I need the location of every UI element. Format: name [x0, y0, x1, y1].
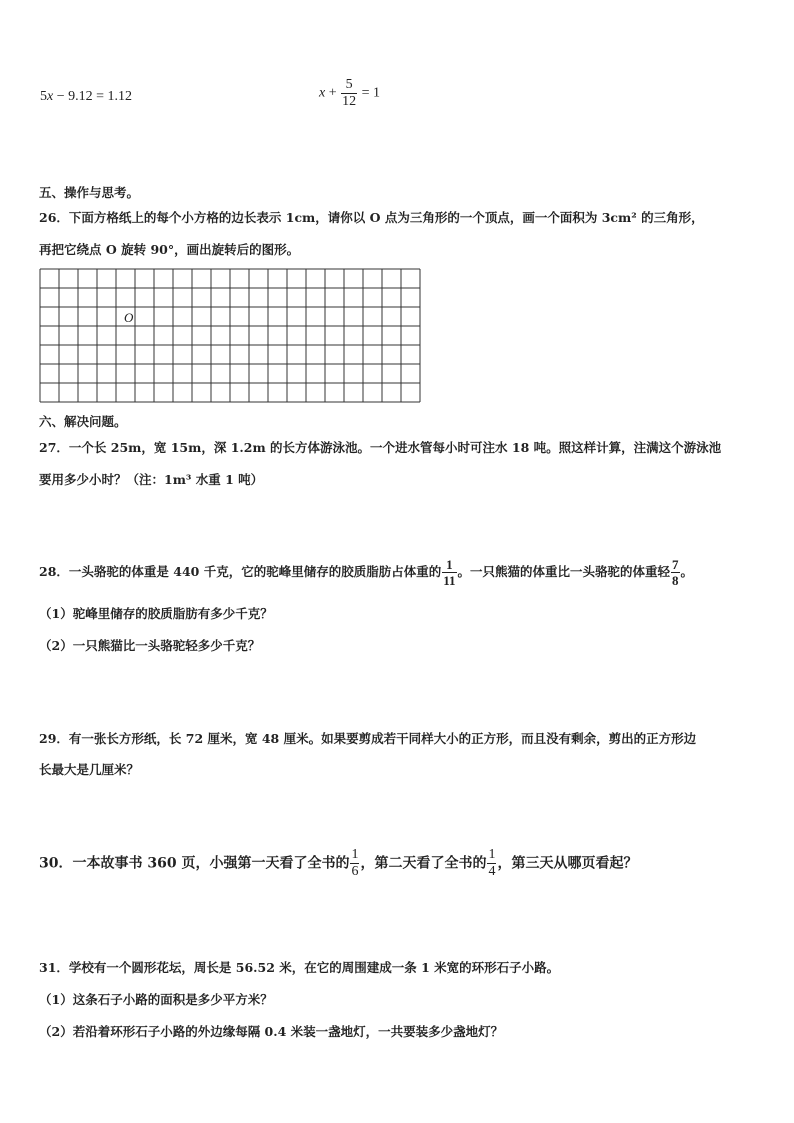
- q31-sub2: （2）若沿着环形石子小路的外边缘每隔 0.4 米装一盏地灯，一共要装多少盏地灯？: [39, 1024, 504, 1039]
- q30-text-c: ，第三天从哪页看起？: [497, 855, 638, 872]
- q28-text-c: 。: [680, 564, 694, 579]
- eq1-coefficient: 5: [40, 89, 47, 104]
- section5-heading: 五、操作与思考。: [39, 185, 140, 200]
- graph-paper-grid[interactable]: [39, 268, 421, 404]
- q28-sub1: （1）驼峰里储存的胶质脂肪有多少千克？: [39, 606, 273, 621]
- point-o-label: O: [124, 310, 134, 325]
- q28-fraction-1-numerator: 1: [442, 558, 456, 573]
- eq2-plus: +: [328, 85, 337, 101]
- eq1-variable: x: [47, 89, 54, 104]
- section6-heading: 六、解决问题。: [39, 414, 127, 429]
- q26-line1: 26．下面方格纸上的每个小方格的边长表示 1cm，请你以 O 点为三角形的一个顶点，画一个面积为 3cm² 的三角形，: [39, 210, 704, 225]
- q30-text-a: 30．一本故事书 360 页，小强第一天看了全书的: [39, 855, 350, 872]
- q28-fraction-2-numerator: 7: [672, 557, 679, 572]
- q28-text-a: 28．一头骆驼的体重是 440 千克，它的驼峰里储存的胶质脂肪占体重的: [39, 564, 442, 579]
- q28-sub2: （2）一只熊猫比一头骆驼轻多少千克？: [39, 638, 261, 653]
- q30-fraction-2: [487, 848, 496, 879]
- eq2-fraction-numerator: 5: [341, 78, 357, 94]
- equation-2: [319, 78, 380, 109]
- q28-fraction-2: [671, 558, 680, 587]
- q29-line1: 29．有一张长方形纸，长 72 厘米，宽 48 厘米。如果要剪成若干同样大小的正方形，而且没有剩余，剪出的正方形边: [39, 731, 697, 746]
- q26-line2: 再把它绕点 O 旋转 90°，画出旋转后的图形。: [39, 242, 300, 257]
- q27-line1: 27．一个长 25m，宽 15m，深 1.2m 的长方体游泳池。一个进水管每小时可注水 18 吨。照这样计算，注满这个游泳池: [39, 440, 722, 455]
- q30-text-b: ，第二天看了全书的: [360, 855, 487, 872]
- q29-line2: 长最大是几厘米？: [39, 762, 140, 777]
- q30-fraction-1: [350, 848, 359, 879]
- q30-fraction-2-denominator: 4: [488, 864, 496, 879]
- q28-fraction-1: [442, 558, 456, 587]
- q28-fraction-1-denominator: 11: [443, 573, 456, 588]
- eq2-variable: x: [319, 85, 326, 101]
- q27-line2: 要用多少小时？（注：1m³ 水重 1 吨）: [39, 472, 264, 487]
- q28-text-b: 。一只熊猫的体重比一头骆驼的体重轻: [457, 564, 671, 579]
- q28-fraction-2-denominator: 8: [672, 573, 679, 588]
- equation-1: [40, 89, 132, 105]
- q30-line: [39, 848, 637, 879]
- q31-line1: 31．学校有一个圆形花坛，周长是 56.52 米，在它的周围建成一条 1 米宽的环形石子小路。: [39, 960, 560, 975]
- eq1-rest: − 9.12 = 1.12: [56, 89, 133, 104]
- q31-sub1: （1）这条石子小路的面积是多少平方米？: [39, 992, 273, 1007]
- q28-line1: [39, 558, 693, 587]
- q30-fraction-2-numerator: 1: [488, 847, 496, 862]
- eq2-rhs: = 1: [361, 85, 381, 101]
- q30-fraction-1-denominator: 6: [351, 864, 359, 879]
- eq2-fraction-denominator: 12: [342, 94, 357, 109]
- q30-fraction-1-numerator: 1: [351, 847, 359, 862]
- eq2-fraction: [341, 78, 357, 109]
